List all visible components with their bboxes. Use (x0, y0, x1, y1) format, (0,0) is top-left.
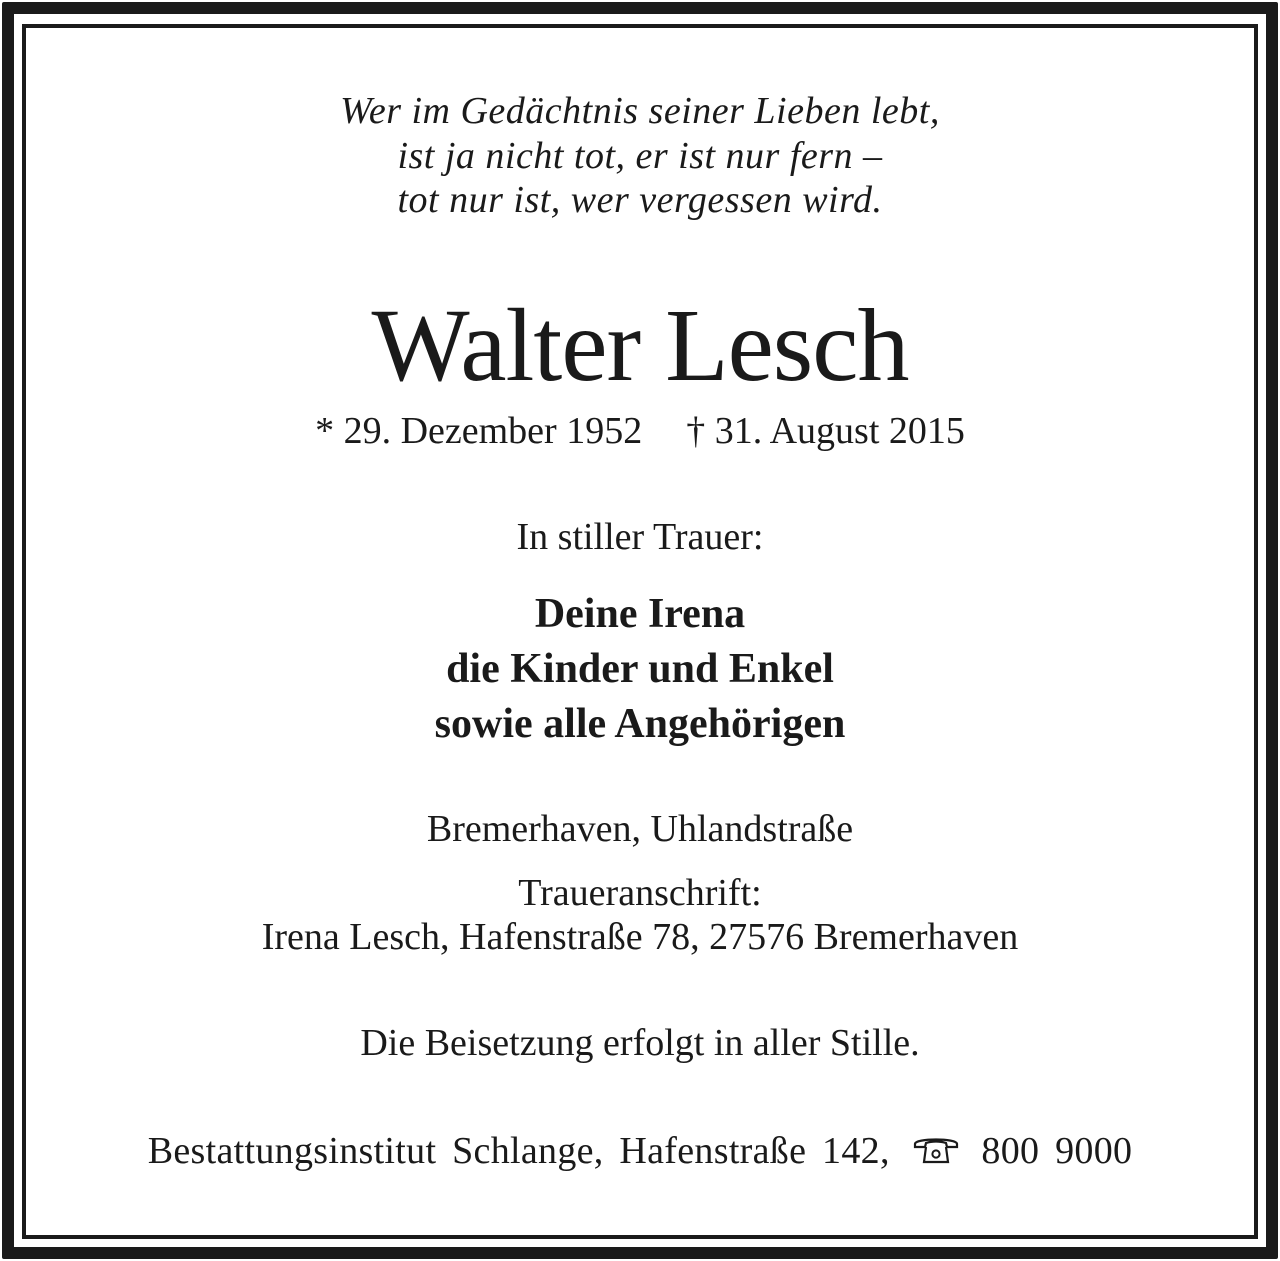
life-dates (0, 412, 1280, 450)
location: Bremerhaven, Uhlandstraße (426, 808, 854, 850)
mourning-intro: In stiller Trauer: (516, 516, 764, 558)
funeral-home (0, 1132, 1280, 1172)
telephone-icon (912, 1134, 960, 1172)
mourner-line-2: die Kinder und Enkel (446, 646, 834, 692)
mourner-line-1: Deine Irena (534, 591, 746, 637)
deceased-name: Walter Lesch (371, 288, 909, 403)
birth-date: * 29. Dezember 1952 (315, 410, 643, 452)
address-value: Irena Lesch, Hafenstraße 78, 27576 Bremerhaven (261, 916, 1019, 958)
death-date: † 31. August 2015 (686, 410, 965, 452)
funeral-home-text: Bestattungsinstitut Schlange, Hafenstraße 142, (147, 1130, 890, 1172)
motto-line-2: ist ja nicht tot, er ist nur fern – (397, 135, 883, 177)
mourner-line-3: sowie alle Angehörigen (434, 701, 846, 747)
motto-line-1: Wer im Gedächtnis seiner Lieben lebt, (340, 90, 940, 132)
burial-note: Die Beisetzung erfolgt in aller Stille. (360, 1022, 920, 1064)
funeral-home-phone: 800 9000 (981, 1130, 1133, 1172)
motto-line-3: tot nur ist, wer vergessen wird. (397, 179, 883, 221)
address-label: Traueranschrift: (518, 872, 762, 914)
